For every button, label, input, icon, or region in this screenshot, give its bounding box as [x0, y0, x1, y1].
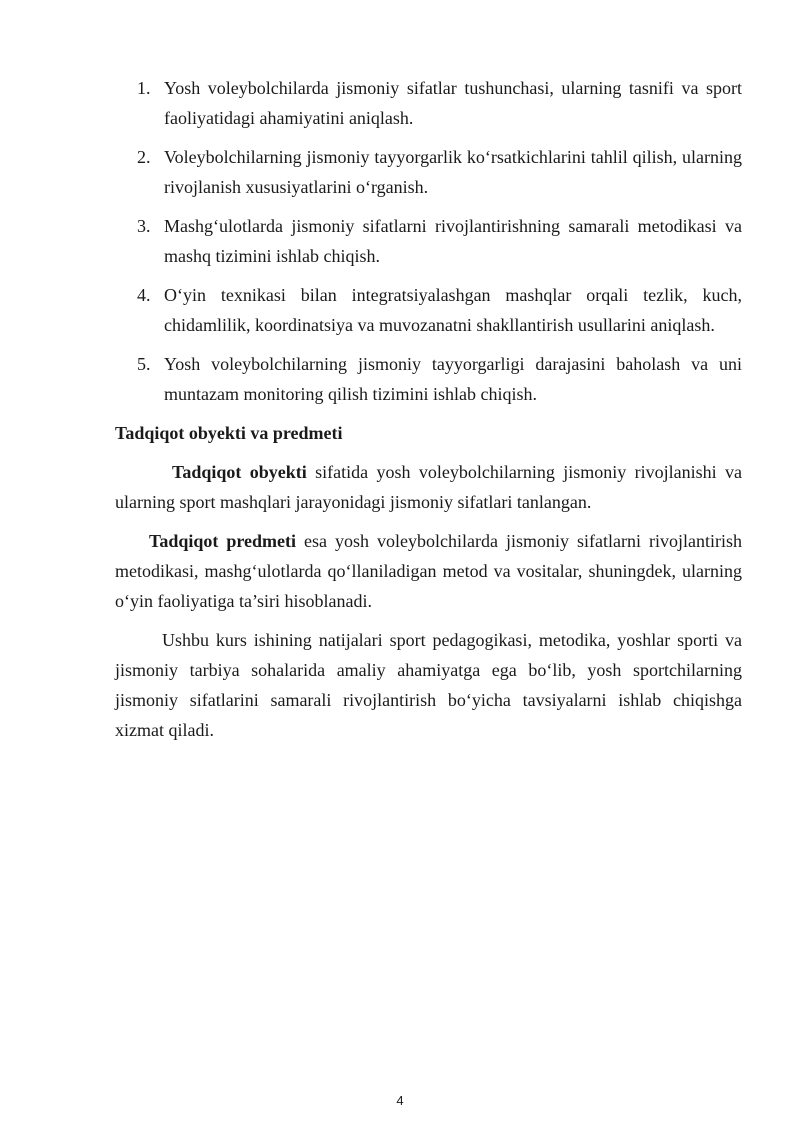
section-heading: Tadqiqot obyekti va predmeti [115, 423, 343, 443]
research-object-term: Tadqiqot obyekti [172, 462, 307, 482]
research-object-paragraph [115, 457, 742, 517]
research-subject-text: esa yosh voleybolchilarda jismoniy sifatlarni rivojlantirish metodikasi, mashg‘ulotlarda qo‘llaniladigan metod va vositalar, shuningdek, ularning o‘yin faoliyatiga ta’siri hisoblanadi. [115, 531, 742, 611]
research-goals-list [115, 73, 742, 409]
list-item-number: 4. [137, 285, 151, 305]
research-object-text: sifatida yosh voleybolchilarning jismoniy rivojlanishi va ularning sport mashqlari jarayonidagi jismoniy sifatlari tanlangan. [115, 462, 743, 512]
list-item [115, 211, 742, 271]
list-item-text: Yosh voleybolchilarda jismoniy sifatlar tushunchasi, ularning tasnifi va sport faoliyatidagi ahamiyatini aniqlash. [164, 78, 742, 128]
list-item [115, 142, 742, 202]
conclusion-paragraph: Ushbu kurs ishining natijalari sport pedagogikasi, metodika, yoshlar sporti va jismoniy tarbiya sohalarida amaliy ahamiyatga ega bo‘lib, yosh sportchilarning jismoniy sifatlarini samarali rivojlantirish bo‘yicha tavsiyalarni ishlab chiqishga xizmat qiladi. [115, 630, 742, 740]
page-content [115, 73, 742, 754]
list-item-text: Yosh voleybolchilarning jismoniy tayyorgarligi darajasini baholash va uni muntazam monitoring qilish tizimini ishlab chiqish. [164, 354, 742, 404]
list-item-number: 2. [137, 147, 151, 167]
list-item-number: 1. [137, 78, 151, 98]
list-item-text: Mashg‘ulotlarda jismoniy sifatlarni rivojlantirishning samarali metodikasi va mashq tizimini ishlab chiqish. [164, 216, 742, 266]
list-item-number: 3. [137, 216, 151, 236]
page-number: 4 [396, 1093, 404, 1108]
list-item [115, 280, 742, 340]
research-subject-term: Tadqiqot predmeti [149, 531, 297, 551]
list-item-text: Voleybolchilarning jismoniy tayyorgarlik ko‘rsatkichlarini tahlil qilish, ularning rivojlanish xususiyatlarini o‘rganish. [164, 147, 742, 197]
list-item [115, 73, 742, 133]
list-item-text: O‘yin texnikasi bilan integratsiyalashgan mashqlar orqali tezlik, kuch, chidamlilik, koordinatsiya va muvozanatni shakllantirish usullarini aniqlash. [164, 285, 742, 335]
research-subject-paragraph [115, 526, 742, 616]
list-item-number: 5. [137, 354, 151, 374]
list-item [115, 349, 742, 409]
